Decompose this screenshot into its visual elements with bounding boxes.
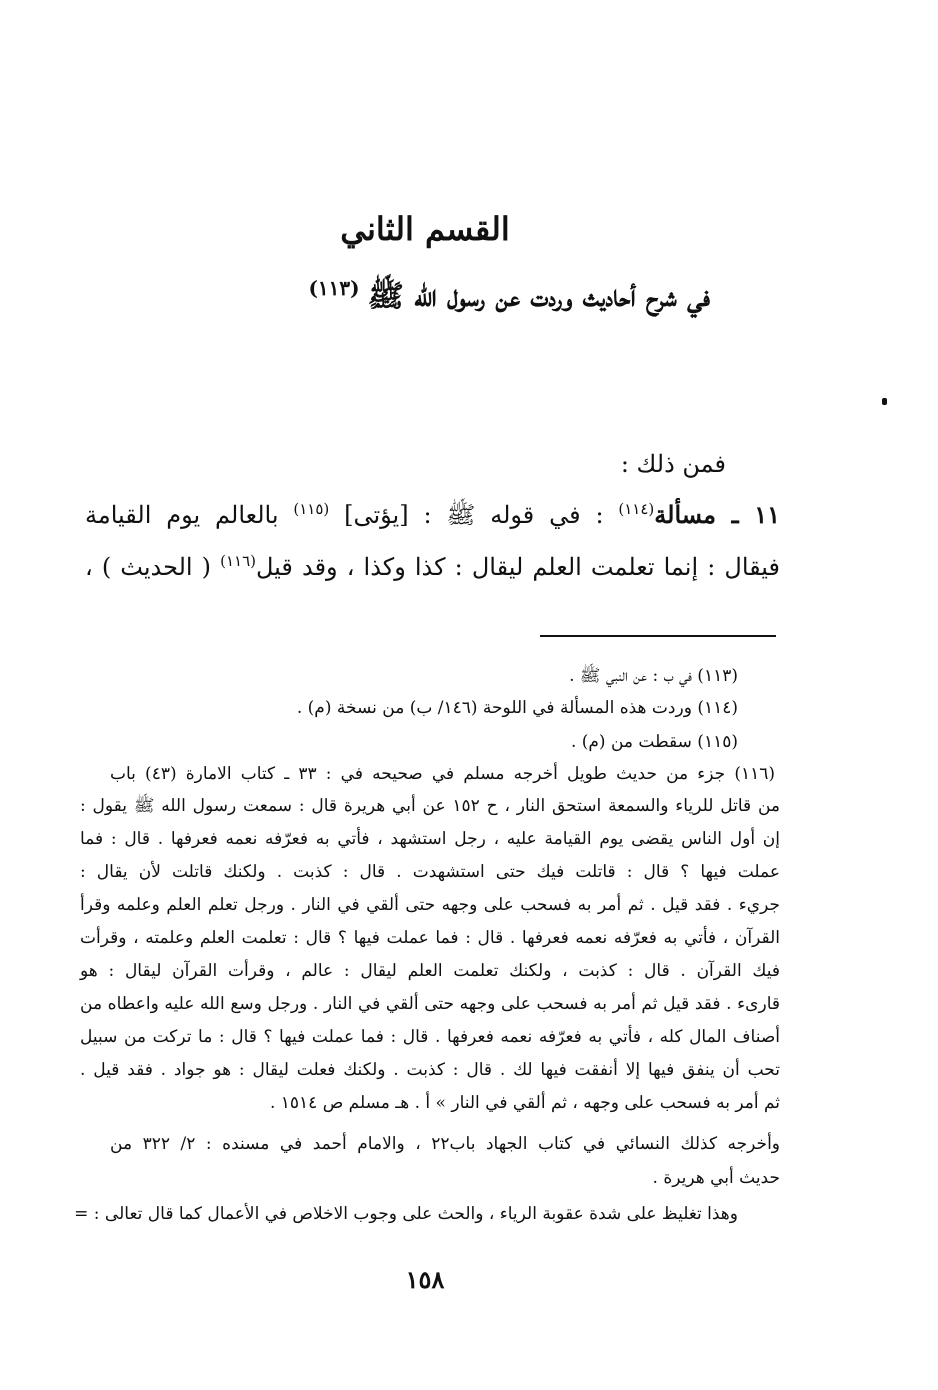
footnote-116-line: عملت فيها ؟ قال : قاتلت فيك حتى استشهدت . قال : كذبت . ولكنك قاتلت لأن يقال :: [80, 862, 780, 882]
subtitle-footnote-ref: (١١٣): [308, 276, 360, 300]
footnote-113: (١١٣) في ب : عن النبي ﷺ .: [569, 666, 738, 686]
body-line-1-end: بالعالم يوم القيامة: [85, 501, 294, 529]
footnote-116-line: جريء . فقد قيل . ثم أمر به فسحب على وجهه حتى ألقي في النار . ورجل تعلم العلم وعلمه وقرأ: [80, 895, 780, 915]
footnote-116-line: (١١٦) جزء من حديث طويل أخرجه مسلم في صحيحه في : ٣٣ ـ كتاب الامارة (٤٣) باب: [110, 764, 775, 784]
footnote-ref-116: (١١٦): [220, 552, 256, 570]
ink-mark: [882, 398, 887, 405]
body-line-1: [85, 500, 780, 535]
footnote-116-line: قارىء . فقد قيل ثم أمر به فسحب على وجهه حتى ألقي في النار . ورجل وسع الله عليه واعطاه من: [80, 994, 780, 1014]
section-subtitle: [150, 276, 710, 321]
footnote-115: (١١٥) سقطت من (م) .: [570, 732, 738, 752]
footnote-116-line: أصناف المال كله ، فأتي به فعرّفه نعمه فعرفها . قال : فما عملت فيها ؟ قال : ما تركت من سبيل: [80, 1027, 780, 1047]
page-number: ١٥٨: [405, 1265, 445, 1294]
body-line-2: [85, 552, 780, 581]
subtitle-text: في شرح أحاديث وردت عن رسول الله ﷺ: [367, 279, 710, 314]
footnote-ref-114: (١١٤): [618, 500, 655, 518]
footnote-116-line: ثم أمر به فسحب على وجهه ، ثم ألقي في النار » أ . هـ مسلم ص ١٥١٤ .: [269, 1093, 780, 1113]
footnote-116-line: فيك القرآن . قال : كذبت ، ولكنك تعلمت العلم ليقال : عالم ، وقرأت القرآن ليقال : هو: [80, 961, 780, 981]
footnote-ref-115: (١١٥): [293, 500, 330, 518]
footnote-closing-line: وهذا تغليظ على شدة عقوبة الرياء ، والحث على وجوب الاخلاص في الأعمال كما قال تعالى : =: [74, 1204, 738, 1224]
footnote-116-line: إن أول الناس يقضى يوم القيامة عليه ، رجل استشهد ، فأتي به فعرّفه نعمه فعرفها . قال : فما: [80, 829, 780, 849]
footnote-116-line: القرآن ، فأتي به فعرّفه نعمه فعرفها . قال : فما عملت فيها ؟ قال : تعلمت العلم وعلمته ، وقرأت: [80, 928, 780, 948]
body-line-2-end: ( الحديث ) ،: [85, 553, 221, 581]
footnote-116-line: وأخرجه كذلك النسائي في كتاب الجهاد باب٢٢ ، والامام أحمد في مسنده : ٢/ ٣٢٢ من: [110, 1134, 781, 1154]
footnote-116-line: تحب أن ينفق فيها إلا أنفقت فيها لك . قال : كذبت . ولكنك فعلت ليقال : هو جواد . فقد قيل .: [80, 1060, 780, 1080]
body-line-1-mid: : في قوله ﷺ : [يؤتى]: [329, 501, 619, 529]
intro-line: فمن ذلك :: [620, 450, 726, 478]
section-title: القسم الثاني: [340, 210, 510, 248]
body-line-2-start: فيقال : إنما تعلمت العلم ليقال : كذا وكذا ، وقد قيل: [256, 553, 780, 581]
footnote-114: (١١٤) وردت هذه المسألة في اللوحة (١٤٦/ ب) من نسخة (م) .: [296, 698, 738, 718]
footnote-divider: [540, 635, 776, 637]
footnote-116-line: حديث أبي هريرة .: [652, 1168, 780, 1188]
issue-number: ١١ ـ مسألة: [654, 500, 781, 529]
footnote-116-line: من قاتل للرياء والسمعة استحق النار ، ح ١٥٢ عن أبي هريرة قال : سمعت رسول الله ﷺ يقول :: [80, 796, 780, 816]
